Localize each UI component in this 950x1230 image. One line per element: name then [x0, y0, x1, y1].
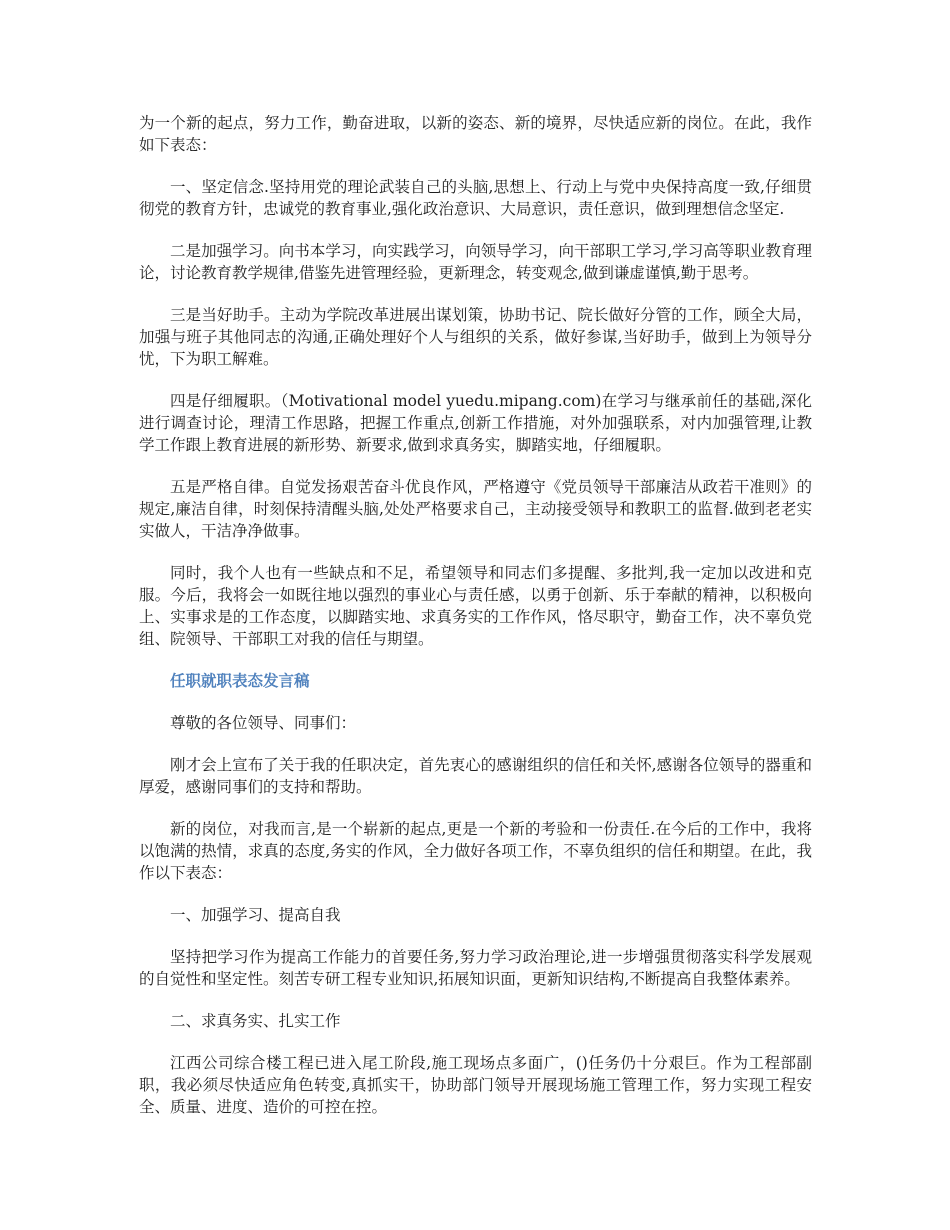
paragraph-closing: 同时，我个人也有一些缺点和不足，希望领导和同志们多提醒、多批判,我一定加以改进和克服。今后，我将会一如既往地以强烈的事业心与责任感，以勇于创新、乐于奉献的精神，以积极向上、实事求是的工作态度，以脚踏实地、求真务实的工作作风，恪尽职守，勤奋工作，决不辜负党组、院领导、干部职工对我的信任与期望。 — [139, 564, 812, 648]
paragraph-intro: 为一个新的起点，努力工作，勤奋进取，以新的姿态、新的境界，尽快适应新的岗位。在此，我作如下表态： — [139, 114, 812, 154]
subheading-work: 二、求真务实、扎实工作 — [170, 1012, 341, 1030]
paragraph-point-5: 五是严格自律。自觉发扬艰苦奋斗优良作风，严格遵守《党员领导干部廉洁从政若干准则》的规定,廉洁自律，时刻保持清醒头脑,处处严格要求自己，主动接受领导和教职工的监督.做到老老实实做人，干洁净净做事。 — [139, 478, 812, 540]
paragraph-study: 坚持把学习作为提高工作能力的首要任务,努力学习政治理论,进一步增强贯彻落实科学发展观的自觉性和坚定性。刻苦专研工程专业知识,拓展知识面，更新知识结构,不断提高自我整体素养。 — [139, 948, 812, 988]
subheading-study: 一、加强学习、提高自我 — [170, 906, 341, 924]
section-heading: 任职就职表态发言稿 — [170, 671, 310, 690]
paragraph-work: 江西公司综合楼工程已进入尾工阶段,施工现场点多面广，()任务仍十分艰巨。作为工程部副职，我必须尽快适应角色转变,真抓实干，协助部门领导开展现场施工管理工作，努力实现工程安全、质量、进度、造价的可控在控。 — [139, 1054, 812, 1116]
paragraph-new-post: 新的岗位，对我而言,是一个崭新的起点,更是一个新的考验和一份责任.在今后的工作中，我将以饱满的热情，求真的态度,务实的作风，全力做好各项工作，不辜负组织的信任和期望。在此，我作以下表态： — [139, 820, 812, 882]
paragraph-salutation: 尊敬的各位领导、同事们： — [170, 714, 357, 732]
paragraph-point-4: 四是仔细履职。（Motivational model yuedu.mipang.com)在学习与继承前任的基础,深化进行调查讨论，理清工作思路，把握工作重点,创新工作措施，对外加强联系，对内加强管理,让教学工作跟上教育进展的新形势、新要求,做到求真务实，脚踏实地，仔细履职。 — [139, 392, 812, 454]
paragraph-thanks: 刚才会上宣布了关于我的任职决定，首先衷心的感谢组织的信任和关怀,感谢各位领导的器重和厚爱，感谢同事们的支持和帮助。 — [139, 756, 812, 796]
paragraph-point-3: 三是当好助手。主动为学院改革进展出谋划策，协助书记、院长做好分管的工作，顾全大局，加强与班子其他同志的沟通,正确处理好个人与组织的关系，做好参谋,当好助手，做到上为领导分忧，下为职工解难。 — [139, 306, 812, 368]
paragraph-point-2: 二是加强学习。向书本学习，向实践学习，向领导学习，向干部职工学习,学习高等职业教育理论，讨论教育教学规律,借鉴先进管理经验，更新理念，转变观念,做到谦虚谨慎,勤于思考。 — [139, 242, 812, 282]
paragraph-point-1: 一、坚定信念.坚持用党的理论武装自己的头脑,思想上、行动上与党中央保持高度一致,仔细贯彻党的教育方针，忠诚党的教育事业,强化政治意识、大局意识，责任意识，做到理想信念坚定. — [139, 178, 812, 218]
